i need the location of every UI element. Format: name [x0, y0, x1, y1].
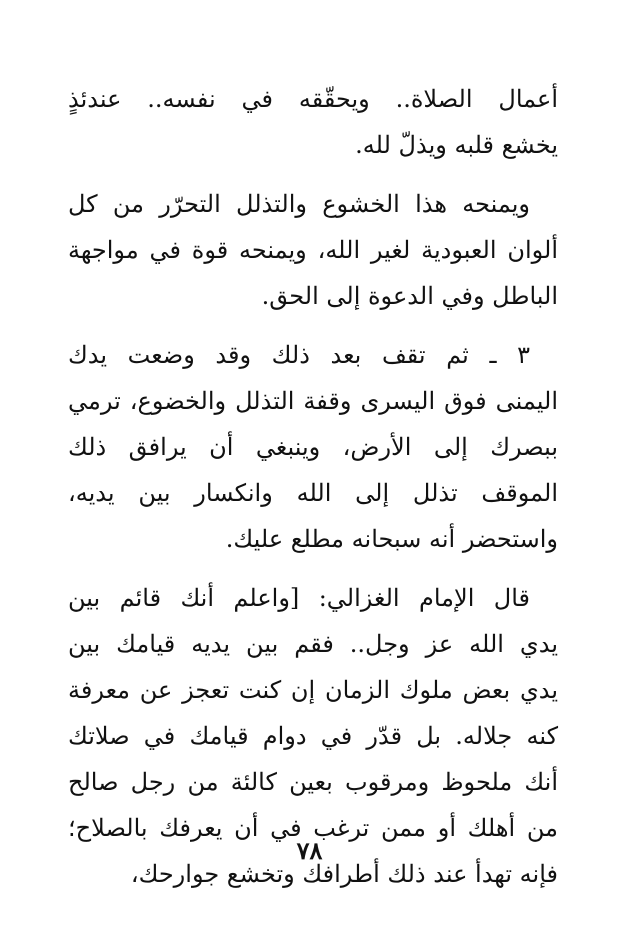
text-line: يخشع قلبه ويذلّ لله. — [355, 131, 558, 159]
text-line: فإنه تهدأ عند ذلك أطرافك وتخشع جوارحك، — [130, 860, 558, 888]
text-line: من أهلك أو ممن ترغب في أن يعرفك بالصلاح؛ — [68, 814, 558, 842]
text-line: ٣ ـ ثم تقف بعد ذلك وقد وضعت يدك — [68, 341, 530, 369]
text-line: يدي الله عز وجل.. فقم بين يديه قيامك بين — [68, 630, 558, 658]
text-line: ويمنحه هذا الخشوع والتذلل التحرّر من كل — [68, 190, 530, 218]
paragraph-3 — [68, 332, 558, 562]
text-line: واستحضر أنه سبحانه مطلع عليك. — [225, 525, 558, 553]
text-line: الباطل وفي الدعوة إلى الحق. — [261, 282, 558, 310]
text-line: كنه جلاله. بل قدّر في دوام قيامك في صلاتك — [68, 722, 558, 750]
paragraph-1 — [68, 76, 558, 168]
text-line: اليمنى فوق اليسرى وقفة التذلل والخضوع، ترمي — [68, 387, 558, 415]
text-line: ألوان العبودية لغير الله، ويمنحه قوة في مواجهة — [68, 236, 558, 264]
text-line: أنك ملحوظ ومرقوب بعين كالئة من رجل صالح — [68, 768, 558, 796]
page-number: ٧٨ — [296, 836, 323, 865]
text-line: ببصرك إلى الأرض، وينبغي أن يرافق ذلك — [68, 433, 558, 461]
text-line: الموقف تذلل إلى الله وانكسار بين يديه، — [68, 479, 558, 507]
text-line: أعمال الصلاة.. ويحقّقه في نفسه.. عندئذٍ — [68, 85, 558, 113]
paragraph-2 — [68, 181, 558, 319]
text-line: قال الإمام الغزالي: [واعلم أنك قائم بين — [68, 584, 530, 612]
page-body — [68, 76, 558, 910]
text-line: يدي بعض ملوك الزمان إن كنت تعجز عن معرفة — [68, 676, 558, 704]
